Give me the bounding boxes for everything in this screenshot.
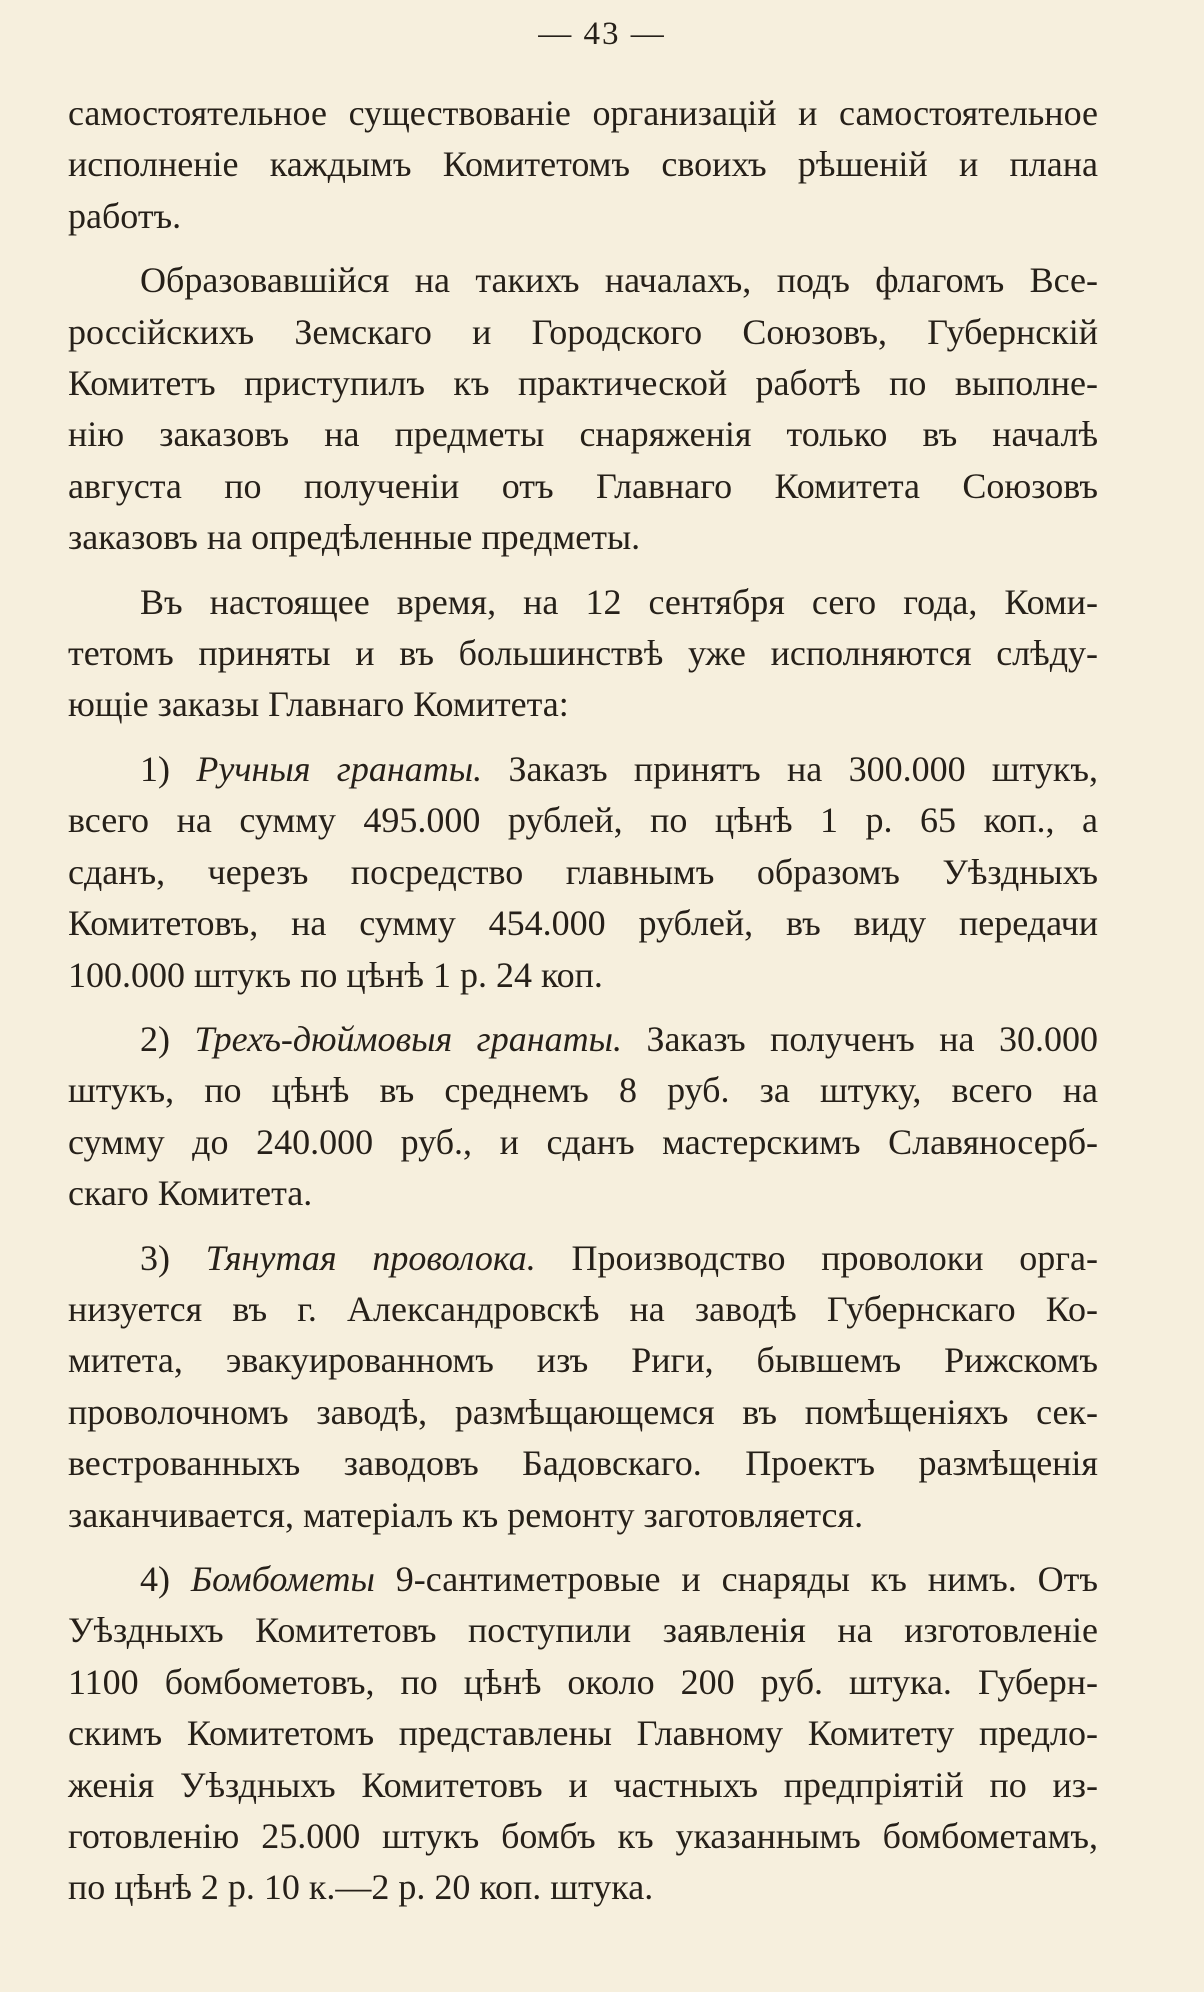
paragraph-organization: [68, 255, 1098, 563]
item-text: Производство проволоки орга-: [571, 1237, 1099, 1278]
text-line: Образовавшійся на такихъ началахъ, подъ флагомъ Все-: [140, 260, 1098, 301]
text-line: Уѣздныхъ Комитетовъ поступили заявленія на изготовленіе: [68, 1610, 1098, 1651]
body-text: [68, 88, 1098, 1927]
paragraph-current-orders: [68, 577, 1098, 731]
text-line: готовленію 25.000 штукъ бомбъ къ указаннымъ бомбометамъ,: [68, 1816, 1098, 1856]
text-line: сумму до 240.000 руб., и сданъ мастерскимъ Славяносерб-: [68, 1121, 1098, 1162]
item-number: 4): [140, 1558, 170, 1599]
text-line: сданъ, черезъ посредство главнымъ образомъ Уѣздныхъ: [68, 851, 1098, 892]
text-line: Комитетовъ, на сумму 454.000 рублей, въ виду передачи: [68, 903, 1098, 944]
text-line: всего на сумму 495.000 рублей, по цѣнѣ 1 р. 65 коп., а: [68, 800, 1098, 841]
list-item-mortars: [68, 1554, 1098, 1914]
list-item-hand-grenades: [68, 744, 1098, 1001]
text-line: августа по полученіи отъ Главнаго Комитета Союзовъ: [68, 465, 1098, 506]
item-title: Трехъ-дюймовыя гранаты.: [194, 1018, 622, 1059]
text-line: Въ настоящее время, на 12 сентября сего года, Коми-: [140, 581, 1098, 622]
text-line: скаго Комитета.: [68, 1173, 313, 1214]
text-line: [68, 1233, 1098, 1284]
text-line: штукъ, по цѣнѣ въ среднемъ 8 руб. за штуку, всего на: [68, 1070, 1098, 1111]
item-title: Бомбометы: [190, 1558, 375, 1599]
text-line: 100.000 штукъ по цѣнѣ 1 р. 24 коп.: [68, 954, 603, 995]
list-item-drawn-wire: [68, 1233, 1098, 1541]
paragraph-continuation: [68, 88, 1098, 242]
text-line: вестрованныхъ заводовъ Бадовскаго. Проектъ размѣщенія: [68, 1443, 1098, 1484]
text-line: заказовъ на опредѣленные предметы.: [68, 517, 641, 558]
text-line: исполненіе каждымъ Комитетомъ своихъ рѣшеній и плана: [68, 144, 1098, 185]
item-text: Заказъ полученъ на 30.000: [646, 1018, 1099, 1059]
text-line: низуется въ г. Александровскѣ на заводѣ Губернскаго Ко-: [68, 1288, 1098, 1329]
text-line: россійскихъ Земскаго и Городского Союзовъ, Губернскій: [68, 311, 1098, 352]
text-line: по цѣнѣ 2 р. 10 к.—2 р. 20 коп. штука.: [68, 1867, 654, 1908]
text-line: скимъ Комитетомъ представлены Главному Комитету предло-: [68, 1713, 1098, 1754]
item-text: 9-сантиметровые и снаряды къ нимъ. Отъ: [395, 1558, 1098, 1599]
item-title: Тянутая проволока.: [205, 1237, 536, 1278]
text-line: самостоятельное существованіе организацій и самостоятельное: [68, 93, 1098, 133]
item-title: Ручныя гранаты.: [196, 748, 483, 789]
text-line: 1100 бомбометовъ, по цѣнѣ около 200 руб. штука. Губерн-: [68, 1661, 1098, 1702]
text-line: ющіе заказы Главнаго Комитета:: [68, 684, 569, 725]
text-line: [68, 1014, 1098, 1065]
text-line: тетомъ приняты и въ большинствѣ уже исполняются слѣду-: [68, 633, 1098, 674]
text-line: [68, 744, 1098, 795]
item-number: 2): [140, 1018, 170, 1059]
text-line: женія Уѣздныхъ Комитетовъ и частныхъ предпріятій по из-: [68, 1764, 1098, 1805]
text-line: Комитетъ приступилъ къ практической работѣ по выполне-: [68, 363, 1098, 404]
item-number: 1): [140, 748, 170, 789]
item-number: 3): [140, 1237, 170, 1278]
text-line: заканчивается, матеріалъ къ ремонту заготовляется.: [68, 1494, 864, 1535]
text-line: митета, эвакуированномъ изъ Риги, бывшемъ Рижскомъ: [68, 1340, 1098, 1381]
list-item-three-inch-grenades: [68, 1014, 1098, 1220]
page-number: — 43 —: [538, 16, 666, 52]
text-line: нію заказовъ на предметы снаряженія только въ началѣ: [68, 414, 1098, 455]
item-text: Заказъ принятъ на 300.000 штукъ,: [508, 748, 1098, 789]
text-line: проволочномъ заводѣ, размѣщающемся въ помѣщеніяхъ сек-: [68, 1391, 1098, 1432]
text-line: [68, 1554, 1098, 1605]
text-line: работъ.: [68, 195, 182, 236]
